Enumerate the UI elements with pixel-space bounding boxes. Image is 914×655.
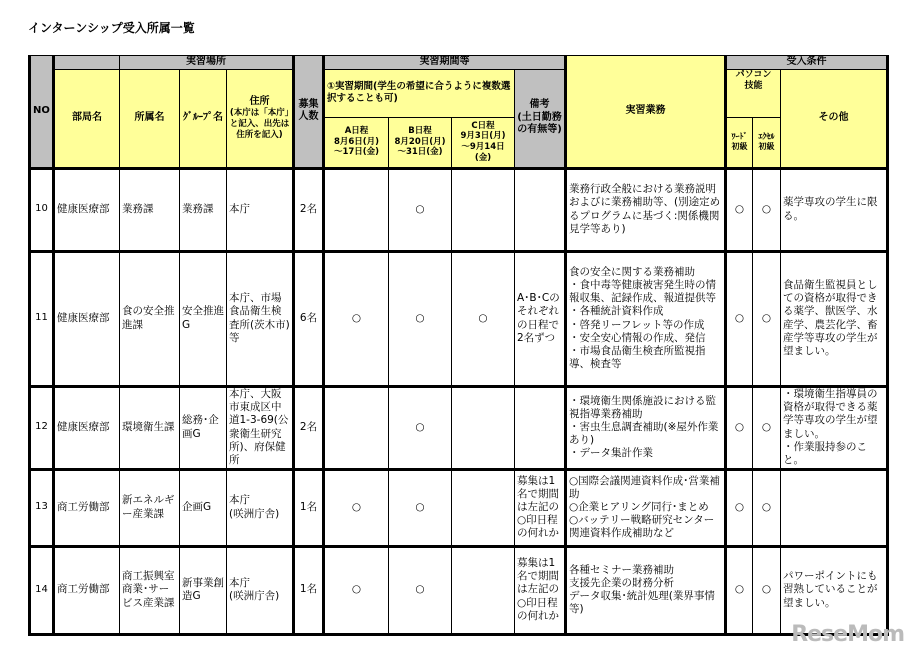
cell-recruit: 6名 (294, 251, 324, 386)
cell-excel: ○ (753, 546, 781, 634)
header-no: NO (30, 56, 54, 169)
cell-recruit: 2名 (294, 386, 324, 469)
cell-a (324, 168, 389, 251)
cell-department: 健康医療部 (54, 251, 120, 386)
cell-department: 健康医療部 (54, 386, 120, 469)
header-remarks: 備考 (土日勤務の有無等) (515, 69, 566, 168)
header-duties: 実習業務 (566, 56, 726, 169)
cell-b: ○ (389, 168, 452, 251)
cell-section: 食の安全推進課 (120, 251, 180, 386)
header-conditions-group: 受入条件 (726, 56, 888, 70)
cell-c (452, 469, 515, 546)
header-address: 住所 (249, 95, 270, 107)
cell-other: ・環境衛生指導員の資格が取得できる薬学等専攻の学生が望ましい。 ・作業服持参のこと。 (781, 386, 888, 469)
cell-address: 本庁 (咲洲庁舎) (227, 469, 294, 546)
table-row (30, 546, 888, 634)
cell-address: 本庁、大阪市東成区中道1-3-69(公衆衛生研究所)、府保健所 (227, 386, 294, 469)
cell-word: ○ (726, 251, 753, 386)
header-blank (54, 56, 120, 70)
header-pc-skills: パソコン 技能 (726, 69, 781, 117)
table-row (30, 168, 888, 251)
cell-duties: 各種セミナー業務補助 支援先企業の財務分析 データ収集･統計処理(業界事情等) (566, 546, 726, 634)
cell-b: ○ (389, 469, 452, 546)
cell-department: 商工労働部 (54, 546, 120, 634)
document-title: インターンシップ受入所属一覧 (28, 21, 195, 35)
table-row (30, 386, 888, 469)
cell-remarks (515, 168, 566, 251)
cell-department: 健康医療部 (54, 168, 120, 251)
cell-group: 総務･企画G (180, 386, 227, 469)
header-schedule-b: B日程 8月20日(月) ～31日(金) (389, 117, 452, 168)
header-schedule-c: C日程 9月3日(月) ～9月14日 (金) (452, 117, 515, 168)
cell-group: 企画G (180, 469, 227, 546)
cell-no: 10 (30, 168, 54, 251)
header-excel: ｴｸｾﾙ 初級 (753, 117, 781, 168)
cell-b: ○ (389, 546, 452, 634)
cell-department: 商工労働部 (54, 469, 120, 546)
cell-c (452, 546, 515, 634)
cell-duties: 食の安全に関する業務補助 ・食中毒等健康被害発生時の情報収集、記録作成、報道提供等 ・各種統計資料作成 ・啓発リーフレット等の作成 ・安全安心情報の作成、発信 ・市場食品衛生検査所監視指導、検査等 (566, 251, 726, 386)
cell-word: ○ (726, 546, 753, 634)
header-recruit: 募集 人数 (294, 56, 324, 169)
cell-group: 安全推進G (180, 251, 227, 386)
cell-other: 食品衛生監視員としての資格が取得できる薬学、獣医学、水産学、農芸化学、畜産学等専攻の学生が望ましい。 (781, 251, 888, 386)
cell-no: 14 (30, 546, 54, 634)
cell-excel: ○ (753, 251, 781, 386)
cell-excel: ○ (753, 168, 781, 251)
cell-word: ○ (726, 168, 753, 251)
header-department: 部局名 (54, 69, 120, 168)
cell-duties: ○国際会議関連資料作成･営業補助 ○企業ヒアリング同行･まとめ ○バッテリー戦略研究センター関連資料作成補助など (566, 469, 726, 546)
header-word: ﾜｰﾄﾞ 初級 (726, 117, 753, 168)
cell-remarks: 募集は1名で期間は左記の○印日程の何れか (515, 469, 566, 546)
cell-no: 13 (30, 469, 54, 546)
cell-excel: ○ (753, 469, 781, 546)
cell-address: 本庁 (227, 168, 294, 251)
header-group: ｸﾞﾙｰﾌﾟ名 (180, 69, 227, 168)
cell-c (452, 168, 515, 251)
header-address-note: (本庁は「本庁」と記入、出先は住所を記入) (229, 108, 290, 140)
header-section: 所属名 (120, 69, 180, 168)
cell-address: 本庁 (咲洲庁舎) (227, 546, 294, 634)
cell-recruit: 1名 (294, 469, 324, 546)
cell-duties: ・環境衛生関係施設における監視指導業務補助 ・害虫生息調査補助(※屋外作業あり) ・データ集計作業 (566, 386, 726, 469)
cell-a: ○ (324, 546, 389, 634)
cell-other (781, 469, 888, 546)
cell-excel: ○ (753, 386, 781, 469)
table-row (30, 251, 888, 386)
cell-group: 業務課 (180, 168, 227, 251)
cell-other: 薬学専攻の学生に限る。 (781, 168, 888, 251)
cell-word: ○ (726, 386, 753, 469)
cell-a: ○ (324, 251, 389, 386)
cell-section: 商工振興室 商業･サービス産業課 (120, 546, 180, 634)
cell-section: 業務課 (120, 168, 180, 251)
cell-recruit: 2名 (294, 168, 324, 251)
header-period-group: 実習期間等 (324, 56, 566, 70)
resemom-watermark-logo: ReseMom (791, 622, 904, 647)
cell-c (452, 386, 515, 469)
cell-other: パワーポイントにも習熟していることが望ましい。 (781, 546, 888, 634)
cell-a: ○ (324, 469, 389, 546)
cell-remarks: 募集は1名で期間は左記の○印日程の何れか (515, 546, 566, 634)
cell-remarks: A･B･Cのそれぞれの日程で2名ずつ (515, 251, 566, 386)
cell-no: 11 (30, 251, 54, 386)
cell-no: 12 (30, 386, 54, 469)
cell-recruit: 1名 (294, 546, 324, 634)
cell-section: 新エネルギー産業課 (120, 469, 180, 546)
cell-b: ○ (389, 251, 452, 386)
header-schedule-a: A日程 8月6日(月) ～17日(金) (324, 117, 389, 168)
header-other: その他 (781, 69, 888, 168)
cell-duties: 業務行政全般における業務説明およびに業務補助等、(別途定めるプログラムに基づく:関係機関見学等あり) (566, 168, 726, 251)
table-row (30, 469, 888, 546)
header-period-note: ①実習期間(学生の希望に合うように複数選択することも可) (324, 69, 515, 117)
cell-section: 環境衛生課 (120, 386, 180, 469)
cell-remarks (515, 386, 566, 469)
cell-address: 本庁、市場食品衛生検査所(茨木市)等 (227, 251, 294, 386)
cell-a (324, 386, 389, 469)
cell-word: ○ (726, 469, 753, 546)
cell-group: 新事業創造G (180, 546, 227, 634)
cell-b: ○ (389, 386, 452, 469)
internship-table (28, 55, 889, 636)
header-location-group: 実習場所 (120, 56, 294, 70)
cell-c: ○ (452, 251, 515, 386)
